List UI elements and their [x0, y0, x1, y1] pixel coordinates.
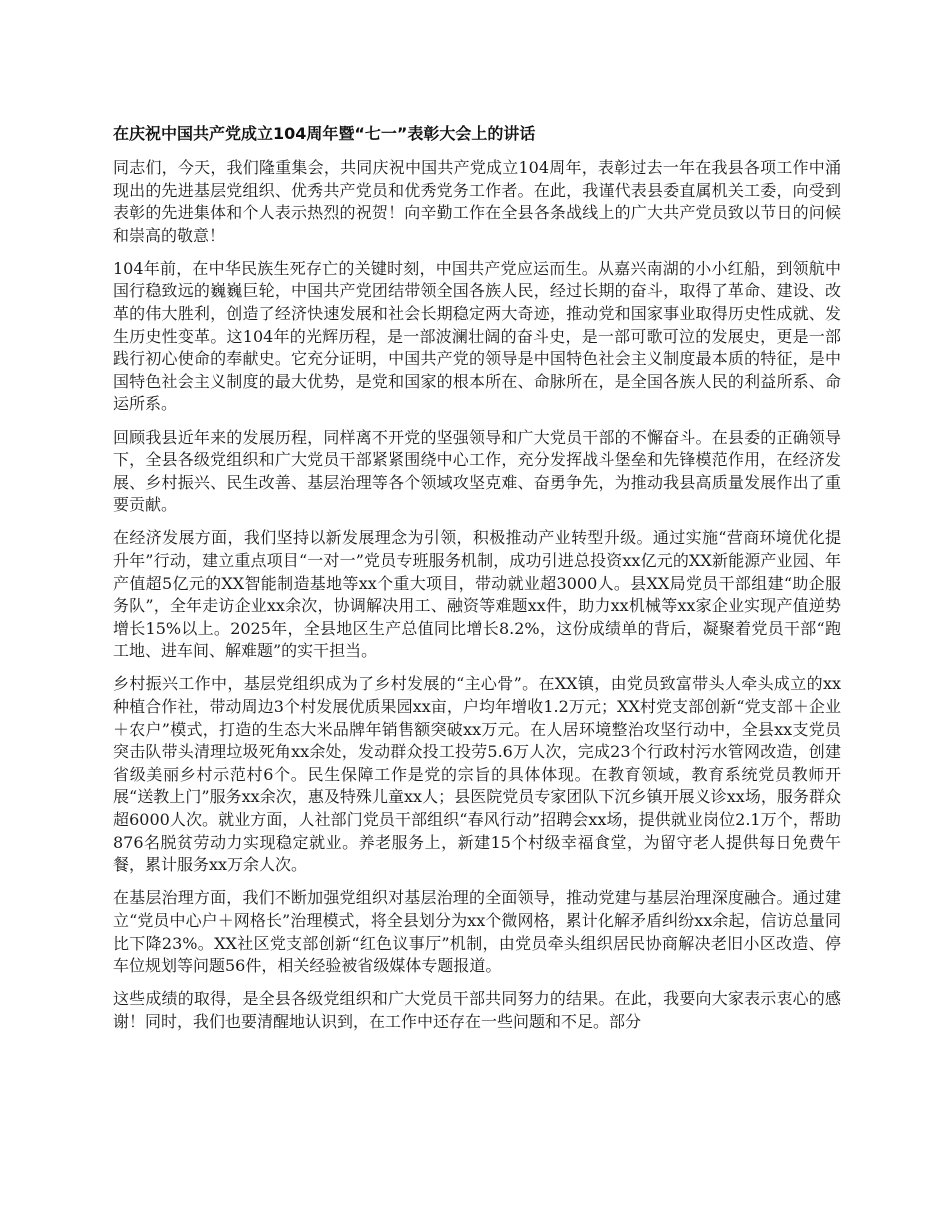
paragraph-review: 回顾我县近年来的发展历程，同样离不开党的坚强领导和广大党员干部的不懈奋斗。在县委的正确领导下，全县各级党组织和广大党员干部紧紧围绕中心工作，充分发挥战斗堡垒和先锋模范作用，在经济发展、乡村振兴、民生改善、基层治理等各个领域攻坚克难、奋勇争先，为推动我县高质量发展作出了重要贡献。: [113, 427, 841, 515]
document-title: 在庆祝中国共产党成立104周年暨“七一”表彰大会上的讲话: [113, 124, 536, 143]
paragraph-opening: 同志们，今天，我们隆重集会，共同庆祝中国共产党成立104周年，表彰过去一年在我县各项工作中涌现出的先进基层党组织、优秀共产党员和优秀党务工作者。在此，我谨代表县委直属机关工委，向受到表彰的先进集体和个人表示热烈的祝贺！向辛勤工作在全县各条战线上的广大共产党员致以节日的问候和崇高的敬意！: [113, 158, 841, 245]
paragraph-economy: 在经济发展方面，我们坚持以新发展理念为引领，积极推动产业转型升级。通过实施“营商环境优化提升年”行动，建立重点项目“一对一”党员专班服务机制，成功引进总投资xx亿元的XX新能源产业园、年产值超5亿元的XX智能制造基地等xx个重大项目，带动就业超3000人。县XX局党员干部组建“助企服务队”，全年走访企业xx余次，协调解决用工、融资等难题xx件，助力xx机械等xx家企业实现产值逆势增长15%以上。2025年，全县地区生产总值同比增长8.2%，这份成绩单的背后，凝聚着党员干部“跑工地、进车间、解难题”的实干担当。: [113, 528, 841, 661]
paragraph-history: 104年前，在中华民族生死存亡的关键时刻，中国共产党应运而生。从嘉兴南湖的小小红船，到领航中国行稳致远的巍巍巨轮，中国共产党团结带领全国各族人民，经过长期的奋斗，取得了革命、建设、改革的伟大胜利，创造了经济快速发展和社会长期稳定两大奇迹，推动党和国家事业取得历史性成就、发生历史性变革。这104年的光辉历程，是一部波澜壮阔的奋斗史，是一部可歌可泣的发展史，更是一部践行初心使命的奉献史。它充分证明，中国共产党的领导是中国特色社会主义制度最本质的特征，是中国特色社会主义制度的最大优势，是党和国家的根本所在、命脉所在，是全国各族人民的利益所系、命运所系。: [113, 258, 841, 414]
paragraph-governance: 在基层治理方面，我们不断加强党组织对基层治理的全面领导，推动党建与基层治理深度融合。通过建立“党员中心户＋网格长”治理模式，将全县划分为xx个微网格，累计化解矛盾纠纷xx余起，信访总量同比下降23%。XX社区党支部创新“红色议事厅”机制，由党员牵头组织居民协商解决老旧小区改造、停车位规划等问题56件，相关经验被省级媒体专题报道。: [113, 888, 841, 976]
paragraph-rural-revitalization: 乡村振兴工作中，基层党组织成为了乡村发展的“主心骨”。在XX镇，由党员致富带头人牵头成立的xx种植合作社，带动周边3个村发展优质果园xx亩，户均年增收1.2万元；XX村党支部创新“党支部＋企业＋农户”模式，打造的生态大米品牌年销售额突破xx万元。在人居环境整治攻坚行动中，全县xx支党员突击队带头清理垃圾死角xx余处，发动群众投工投劳5.6万人次，完成23个行政村污水管网改造，创建省级美丽乡村示范村6个。民生保障工作是党的宗旨的具体体现。在教育领域，教育系统党员教师开展“送教上门”服务xx余次，惠及特殊儿童xx人；县医院党员专家团队下沉乡镇开展义诊xx场，服务群众超6000人次。就业方面，人社部门党员干部组织“春风行动”招聘会xx场，提供就业岗位2.1万个，帮助876名脱贫劳动力实现稳定就业。养老服务上，新建15个村级幸福食堂，为留守老人提供每日免费午餐，累计服务xx万余人次。: [113, 674, 841, 875]
paragraph-acknowledgement: 这些成绩的取得，是全县各级党组织和广大党员干部共同努力的结果。在此，我要向大家表示衷心的感谢！同时，我们也要清醒地认识到，在工作中还存在一些问题和不足。部分: [113, 989, 841, 1031]
document-body: [113, 123, 841, 1044]
